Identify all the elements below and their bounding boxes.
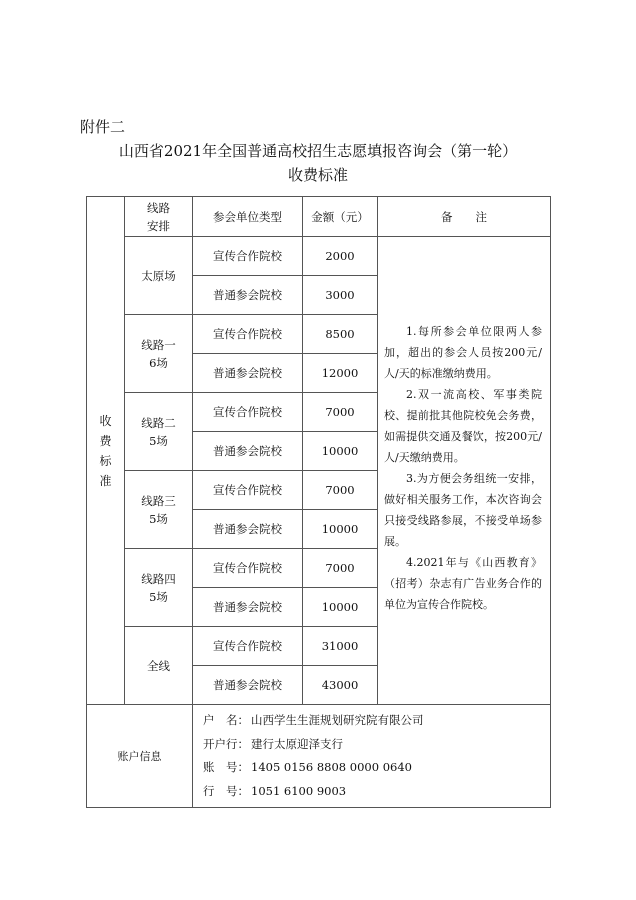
account-section-label: 账户信息 xyxy=(87,705,193,808)
unit-type-cell: 宣传合作院校 xyxy=(193,627,303,666)
category-label: 收 费 标 准 xyxy=(99,413,112,488)
unit-type-cell: 普通参会院校 xyxy=(193,510,303,549)
amount-cell: 7000 xyxy=(303,549,378,588)
account-number-label: 账 号： xyxy=(203,760,249,774)
account-bank-line xyxy=(203,733,540,757)
remarks-cell xyxy=(378,237,551,705)
unit-type-cell: 宣传合作院校 xyxy=(193,393,303,432)
route-full: 全线 xyxy=(125,627,193,705)
unit-type-cell: 宣传合作院校 xyxy=(193,315,303,354)
account-name-label: 户 名： xyxy=(203,713,249,727)
amount-cell: 8500 xyxy=(303,315,378,354)
account-code-value: 1051 6100 9003 xyxy=(251,783,347,798)
amount-cell: 7000 xyxy=(303,393,378,432)
unit-type-cell: 宣传合作院校 xyxy=(193,549,303,588)
header-route: 线路 安排 xyxy=(125,197,193,237)
route-line-4: 线路四 5场 xyxy=(125,549,193,627)
account-bank-value: 建行太原迎泽支行 xyxy=(251,736,343,751)
amount-cell: 2000 xyxy=(303,237,378,276)
remark-item: 4.2021年与《山西教育》（招考）杂志有广告业务合作的单位为宣传合作院校。 xyxy=(384,556,542,611)
account-number-value: 1405 0156 8808 0000 0640 xyxy=(251,760,412,774)
amount-cell: 31000 xyxy=(303,627,378,666)
unit-type-cell: 普通参会院校 xyxy=(193,666,303,705)
amount-cell: 10000 xyxy=(303,588,378,627)
document-title: 山西省2021年全国普通高校招生志愿填报咨询会（第一轮） xyxy=(118,142,518,160)
unit-type-cell: 普通参会院校 xyxy=(193,588,303,627)
account-number-line xyxy=(203,756,540,780)
remark-item: 2.双一流高校、军事类院校、提前批其他院校免会务费，如需提供交通及餐饮，按200元/人/天缴纳费用。 xyxy=(384,388,542,464)
unit-type-cell: 普通参会院校 xyxy=(193,432,303,471)
amount-cell: 7000 xyxy=(303,471,378,510)
amount-cell: 43000 xyxy=(303,666,378,705)
route-taiyuan: 太原场 xyxy=(125,237,193,315)
category-cell xyxy=(87,197,125,705)
unit-type-cell: 普通参会院校 xyxy=(193,276,303,315)
document-subtitle: 收费标准 xyxy=(287,166,348,184)
fee-table xyxy=(86,196,551,808)
header-remarks: 备 注 xyxy=(378,197,551,237)
remark-item: 1.每所参会单位限两人参加，超出的参会人员按200元/人/天的标准缴纳费用。 xyxy=(384,325,542,380)
account-name-value: 山西学生生涯规划研究院有限公司 xyxy=(251,713,424,727)
amount-cell: 12000 xyxy=(303,354,378,393)
account-name-line xyxy=(203,709,540,733)
table-header-row xyxy=(87,197,551,237)
route-line-1: 线路一 6场 xyxy=(125,315,193,393)
header-unit-type: 参会单位类型 xyxy=(193,197,303,237)
table-row xyxy=(87,237,551,276)
account-bank-label: 开户行： xyxy=(203,736,249,751)
amount-cell: 3000 xyxy=(303,276,378,315)
account-row xyxy=(87,705,551,808)
attachment-label: 附件二 xyxy=(80,118,126,136)
account-code-label: 行 号： xyxy=(203,783,249,798)
account-info xyxy=(193,705,551,808)
remark-item: 3.为方便会务组统一安排，做好相关服务工作，本次咨询会只接受线路参展，不接受单场参展。 xyxy=(384,472,542,548)
amount-cell: 10000 xyxy=(303,432,378,471)
route-line-2: 线路二 5场 xyxy=(125,393,193,471)
header-amount: 金额（元） xyxy=(303,197,378,237)
unit-type-cell: 宣传合作院校 xyxy=(193,237,303,276)
route-line-3: 线路三 5场 xyxy=(125,471,193,549)
amount-cell: 10000 xyxy=(303,510,378,549)
unit-type-cell: 宣传合作院校 xyxy=(193,471,303,510)
unit-type-cell: 普通参会院校 xyxy=(193,354,303,393)
account-code-line xyxy=(203,780,540,804)
